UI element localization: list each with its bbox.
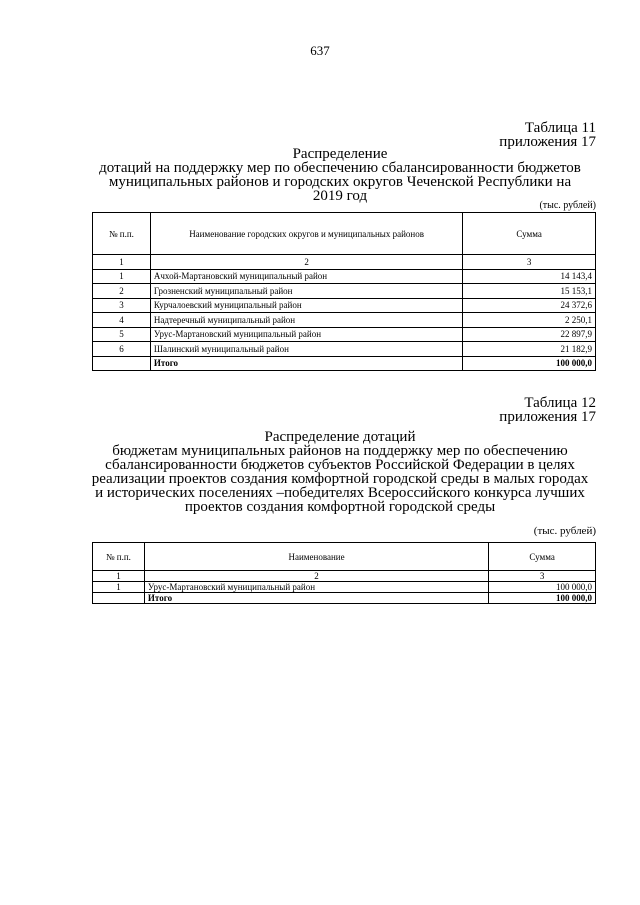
table12-subtitle-line4: и исторических поселениях –победителях Всероссийского конкурса лучших	[95, 485, 585, 501]
row-name: Грозненский муниципальный район	[150, 284, 462, 299]
table12-total-row	[93, 593, 596, 604]
table12-label-line2: приложения 17	[499, 409, 596, 425]
table11-header-sum: Сумма	[463, 213, 596, 255]
table12-title-block	[80, 430, 600, 514]
row-sum: 2 250,1	[463, 313, 596, 328]
row-sum: 22 897,9	[463, 327, 596, 342]
table12-subtitle-line3: реализации проектов создания комфортной городской среды в малых городах	[91, 471, 589, 487]
table12-subtitle-line2: сбалансированности бюджетов субъектов Российской Федерации в целях	[105, 457, 575, 473]
row-name: Ачхой-Мартановский муниципальный район	[150, 269, 462, 284]
table-row	[93, 313, 596, 328]
table12-subtitle-line5: проектов создания комфортной городской среды	[184, 499, 496, 515]
table11-column-numbers-row	[93, 255, 596, 270]
total-sum: 100 000,0	[463, 356, 596, 371]
table-row	[93, 342, 596, 357]
total-label: Итого	[150, 356, 462, 371]
column-number: 3	[489, 571, 596, 582]
table12-title: Распределение дотаций	[264, 429, 416, 445]
table12-header-num: № п.п.	[93, 543, 145, 571]
row-sum: 21 182,9	[463, 342, 596, 357]
row-name: Урус-Мартановский муниципальный район	[144, 582, 488, 593]
table11-header-row	[93, 213, 596, 255]
table11-title: Распределение	[292, 146, 388, 162]
table11-subtitle-line1: дотаций на поддержку мер по обеспечению сбалансированности бюджетов	[99, 160, 581, 176]
row-name: Курчалоевский муниципальный район	[150, 298, 462, 313]
table12-header-name: Наименование	[144, 543, 488, 571]
table-row	[93, 327, 596, 342]
table11-title-block	[80, 147, 600, 203]
table11	[92, 212, 596, 371]
row-num: 6	[93, 342, 151, 357]
table12	[92, 542, 596, 604]
row-num: 1	[93, 582, 145, 593]
total-num-empty	[93, 593, 145, 604]
table11-units: (тыс. рублей)	[539, 200, 596, 211]
row-num: 4	[93, 313, 151, 328]
row-sum: 100 000,0	[489, 582, 596, 593]
row-sum: 14 143,4	[463, 269, 596, 284]
column-number: 1	[93, 571, 145, 582]
page-number: 637	[310, 43, 330, 58]
table11-label	[499, 121, 596, 149]
table12-label	[499, 396, 596, 424]
row-sum: 24 372,6	[463, 298, 596, 313]
column-number: 3	[463, 255, 596, 270]
total-label: Итого	[144, 593, 488, 604]
row-num: 3	[93, 298, 151, 313]
table12-subtitle-line1: бюджетам муниципальных районов на поддержку мер по обеспечению	[112, 443, 568, 459]
table-row	[93, 298, 596, 313]
row-num: 2	[93, 284, 151, 299]
column-number: 1	[93, 255, 151, 270]
row-name: Шалинский муниципальный район	[150, 342, 462, 357]
row-name: Надтеречный муниципальный район	[150, 313, 462, 328]
table-row	[93, 582, 596, 593]
table-row	[93, 284, 596, 299]
table-row	[93, 269, 596, 284]
table11-label-line2: приложения 17	[499, 134, 596, 150]
table11-subtitle-line3: 2019 год	[312, 188, 368, 204]
table11-label-line1: Таблица 11	[524, 120, 596, 136]
table12-column-numbers-row	[93, 571, 596, 582]
table11-header-name: Наименование городских округов и муниципальных районов	[150, 213, 462, 255]
table11-total-row	[93, 356, 596, 371]
table12-label-line1: Таблица 12	[524, 395, 596, 411]
row-num: 1	[93, 269, 151, 284]
table12-units: (тыс. рублей)	[533, 525, 596, 537]
total-sum: 100 000,0	[489, 593, 596, 604]
table11-header-num: № п.п.	[93, 213, 151, 255]
table11-subtitle-line2: муниципальных районов и городских округов Чеченской Республики на	[108, 174, 572, 190]
column-number: 2	[150, 255, 462, 270]
row-name: Урус-Мартановский муниципальный район	[150, 327, 462, 342]
total-num-empty	[93, 356, 151, 371]
table12-header-row	[93, 543, 596, 571]
row-sum: 15 153,1	[463, 284, 596, 299]
column-number: 2	[144, 571, 488, 582]
row-num: 5	[93, 327, 151, 342]
table12-header-sum: Сумма	[489, 543, 596, 571]
